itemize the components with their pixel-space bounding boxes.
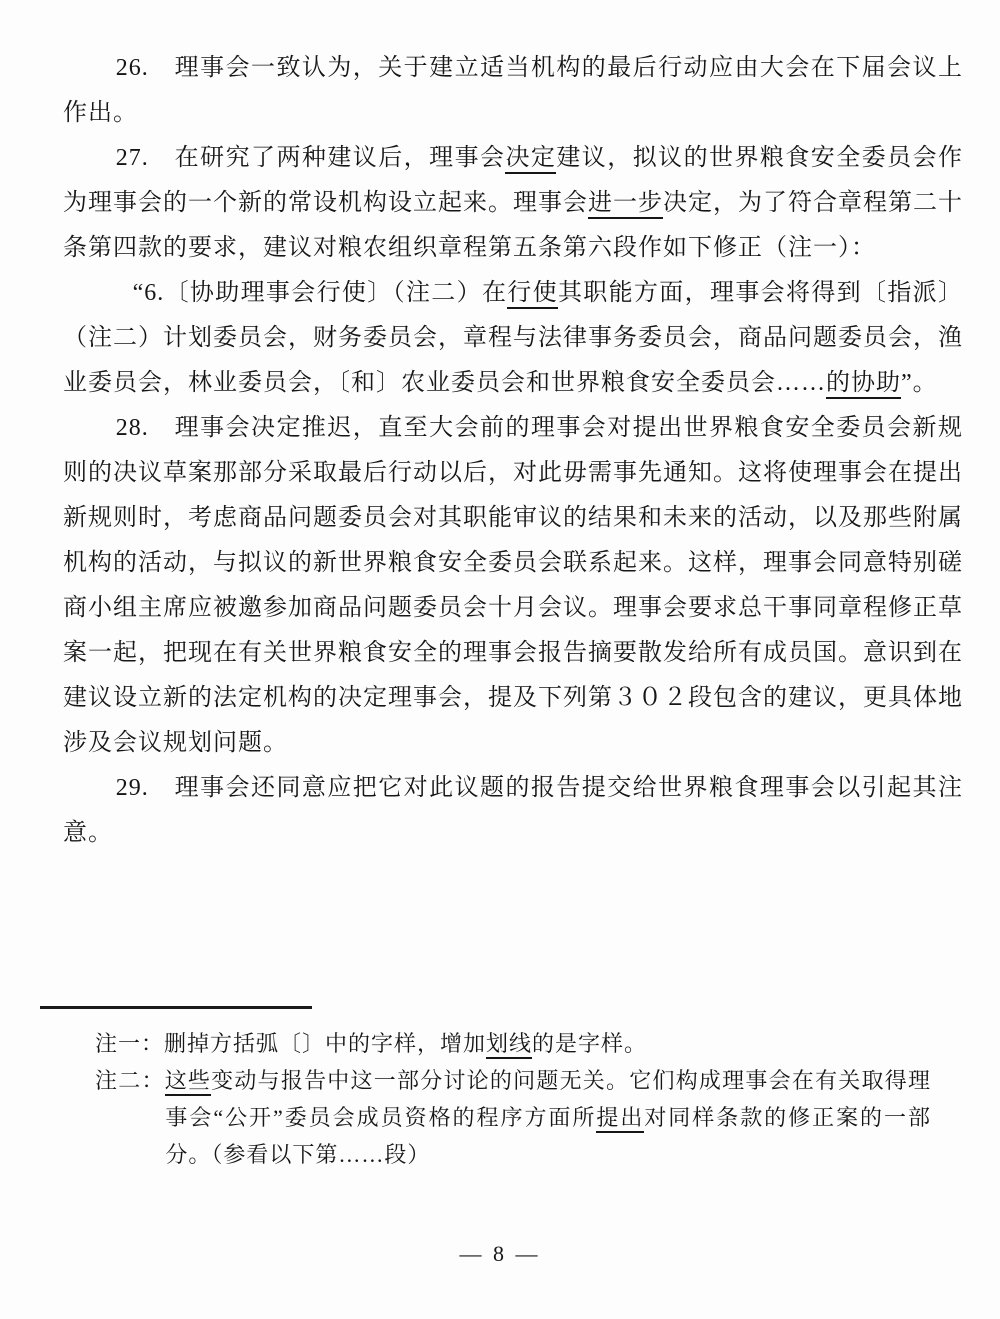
text-run: 27. 在研究了两种建议后，理事会 xyxy=(115,145,506,171)
text-run: 26. 理事会一致认为，关于建立适当机构的最后行动应由大会在下届会议上作出。 xyxy=(63,55,963,126)
underlined-text: 进一步 xyxy=(588,190,663,219)
text-run: 决定，为了符合章程第二十条第四款的要求，建议对粮农组织章程第五条第六段作如下修正（注一）： xyxy=(63,190,963,261)
underlined-text: 提出 xyxy=(596,1105,644,1133)
text-run: ”。 xyxy=(901,370,938,396)
text-run: 建议，拟议的世界粮食安全委员会作为理事会的一个新的常设机构设立起来。理事会 xyxy=(63,145,964,216)
paragraph-28 xyxy=(63,406,963,766)
underlined-text: 这些 xyxy=(165,1068,211,1096)
text-run: 28. 理事会决定推迟，直至大会前的理事会对提出世界粮食安全委员会新规则的决议草案那部分采取最后行动以后，对此毋需事先通知。这将使理事会在提出新规则时，考虑商品问题委员会对其职能审议的结果和未来的活动，以及那些附属机构的活动，与拟议的新世界粮食安全委员会联系起来。这样，理事会同意特别磋商小组主席应被邀参加商品问题委员会十月会议。理事会要求总干事同章程修正草案一起，把现在有关世界粮食安全的理事会报告摘要散发给所有成员国。意识到在建议设立新的法定机构的决定理事会，提及下列第３０２段包含的建议，更具体地涉及会议规划问题。 xyxy=(63,415,963,756)
quote-paragraph-article-5 xyxy=(63,271,963,406)
paragraph-26 xyxy=(63,46,963,136)
underlined-text: 决定 xyxy=(505,145,556,174)
footnote-1 xyxy=(95,1025,931,1062)
underlined-text: 的协助 xyxy=(826,370,901,399)
footnote-2 xyxy=(95,1062,931,1173)
underlined-text: 行使 xyxy=(507,280,558,309)
text-run: 变动与报告中这一部分讨论的问题无关。它们构成理事会在有关取得理事会“公开”委员会成员资格的程序方面所 xyxy=(165,1068,931,1130)
text-run: 的是字样。 xyxy=(532,1031,648,1056)
footnotes-section xyxy=(63,1025,931,1173)
underlined-text: 划线 xyxy=(486,1031,532,1059)
paragraph-29 xyxy=(63,766,963,856)
text-run: 对同样条款的修正案的一部分。（参看以下第……段） xyxy=(165,1105,931,1167)
text-run: 其职能方面，理事会将得到〔指派〕（注二）计划委员会，财务委员会，章程与法律事务委员会，商品问题委员会，渔业委员会，林业委员会，〔和〕农业委员会和世界粮食安全委员会…… xyxy=(63,280,964,396)
page-number: — 8 — xyxy=(459,1241,541,1266)
text-run: 29. 理事会还同意应把它对此议题的报告提交给世界粮食理事会以引起其注意。 xyxy=(63,775,963,846)
paragraph-27 xyxy=(63,136,963,271)
footnote-separator xyxy=(40,1006,312,1009)
text-run: 注一：删掉方括弧〔〕中的字样，增加 xyxy=(95,1031,487,1056)
text-run: 注二： xyxy=(95,1068,165,1093)
document-body xyxy=(63,46,963,856)
text-run: “6.〔协助理事会行使〕（注二）在 xyxy=(132,280,508,306)
